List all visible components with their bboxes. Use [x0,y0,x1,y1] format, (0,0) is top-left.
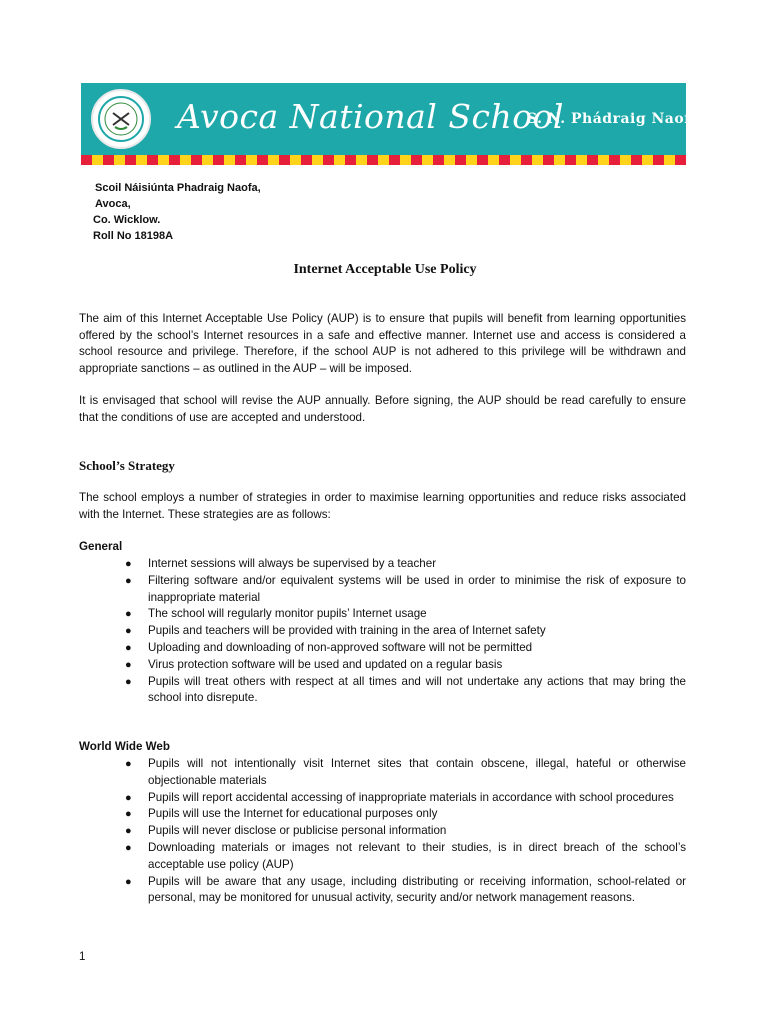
strategy-paragraph: The school employs a number of strategies in order to maximise learning opportunities and reduce risks associated with the Internet. These strategies are as follows: [79,491,686,521]
list-item: ● Uploading and downloading of non-approved software will not be permitted [79,640,686,657]
bullet-icon: ● [125,675,132,688]
school-address [95,180,261,244]
list-item: ● The school will regularly monitor pupils’ Internet usage [79,606,686,623]
revision-paragraph: It is envisaged that school will revise the AUP annually. Before signing, the AUP should be read carefully to ensure that the conditions of use are accepted and understood. [79,394,686,424]
address-line: Scoil Náisiúnta Phadraig Naofa, [95,182,261,194]
general-list [79,556,686,707]
school-crest-icon [91,89,151,149]
crest-emblem-icon [97,95,145,143]
list-item: ● Pupils and teachers will be provided with training in the area of Internet safety [79,623,686,640]
list-item: ● Pupils will use the Internet for educational purposes only [79,806,686,823]
banner-stripe [81,149,686,165]
bullet-icon: ● [125,808,132,821]
list-item: ● Virus protection software will be used and updated on a regular basis [79,657,686,674]
list-item: ● Internet sessions will always be supervised by a teacher [79,556,686,573]
bullet-icon: ● [125,574,132,587]
www-list [79,756,686,907]
intro-paragraph: The aim of this Internet Acceptable Use Policy (AUP) is to ensure that pupils will benefit from learning opportunities offered by the school’s Internet resources in a safe and effective manner. Internet use and access is considered a school resource and privilege. Therefore, if the school AUP is not adhered to this privilege will be withdrawn and appropriate sanctions – as outlined in the AUP – will be imposed. [79,312,686,375]
bullet-icon: ● [125,608,132,621]
subsection-heading-www: World Wide Web [79,740,170,753]
list-item: ● Downloading materials or images not relevant to their studies, is in direct breach of the school’s acceptable use policy (AUP) [125,840,686,871]
bullet-icon: ● [125,825,132,838]
bullet-icon: ● [125,641,132,654]
list-item: ● Pupils will report accidental accessing of inappropriate materials in accordance with school procedures [79,790,686,807]
bullet-icon: ● [125,758,132,770]
list-item: ● Filtering software and/or equivalent systems will be used in order to minimise the risk of exposure to inappropriate material [125,573,686,604]
section-heading: School’s Strategy [79,458,175,473]
school-banner [81,83,701,165]
bullet-icon: ● [125,791,132,804]
bullet-icon: ● [125,658,132,671]
address-line: Co. Wicklow. [93,214,161,226]
roll-number: Roll No 18198A [93,230,174,242]
bullet-icon: ● [125,558,132,570]
document-title: Internet Acceptable Use Policy [293,262,477,277]
bullet-icon: ● [125,625,132,638]
subsection-heading-general: General [79,540,123,553]
list-item: ● Pupils will treat others with respect at all times and will not undertake any actions that may bring the school into disrepute. [125,674,686,705]
page-number: 1 [79,950,86,963]
list-item: ● Pupils will be aware that any usage, including distributing or receiving information, school-related or personal, may be monitored for unusual activity, security and/or network management reasons. [125,874,686,905]
list-item: ● Pupils will never disclose or publicise personal information [79,823,686,840]
list-item: ● Pupils will not intentionally visit Internet sites that contain obscene, illegal, hateful or otherwise objectionable materials [125,757,686,787]
school-irish-name: S. N. Phádraig Naofa [527,111,701,127]
school-name: Avoca National School [177,97,564,136]
address-line: Avoca, [95,198,131,210]
bullet-icon: ● [125,875,132,888]
bullet-icon: ● [125,841,132,854]
